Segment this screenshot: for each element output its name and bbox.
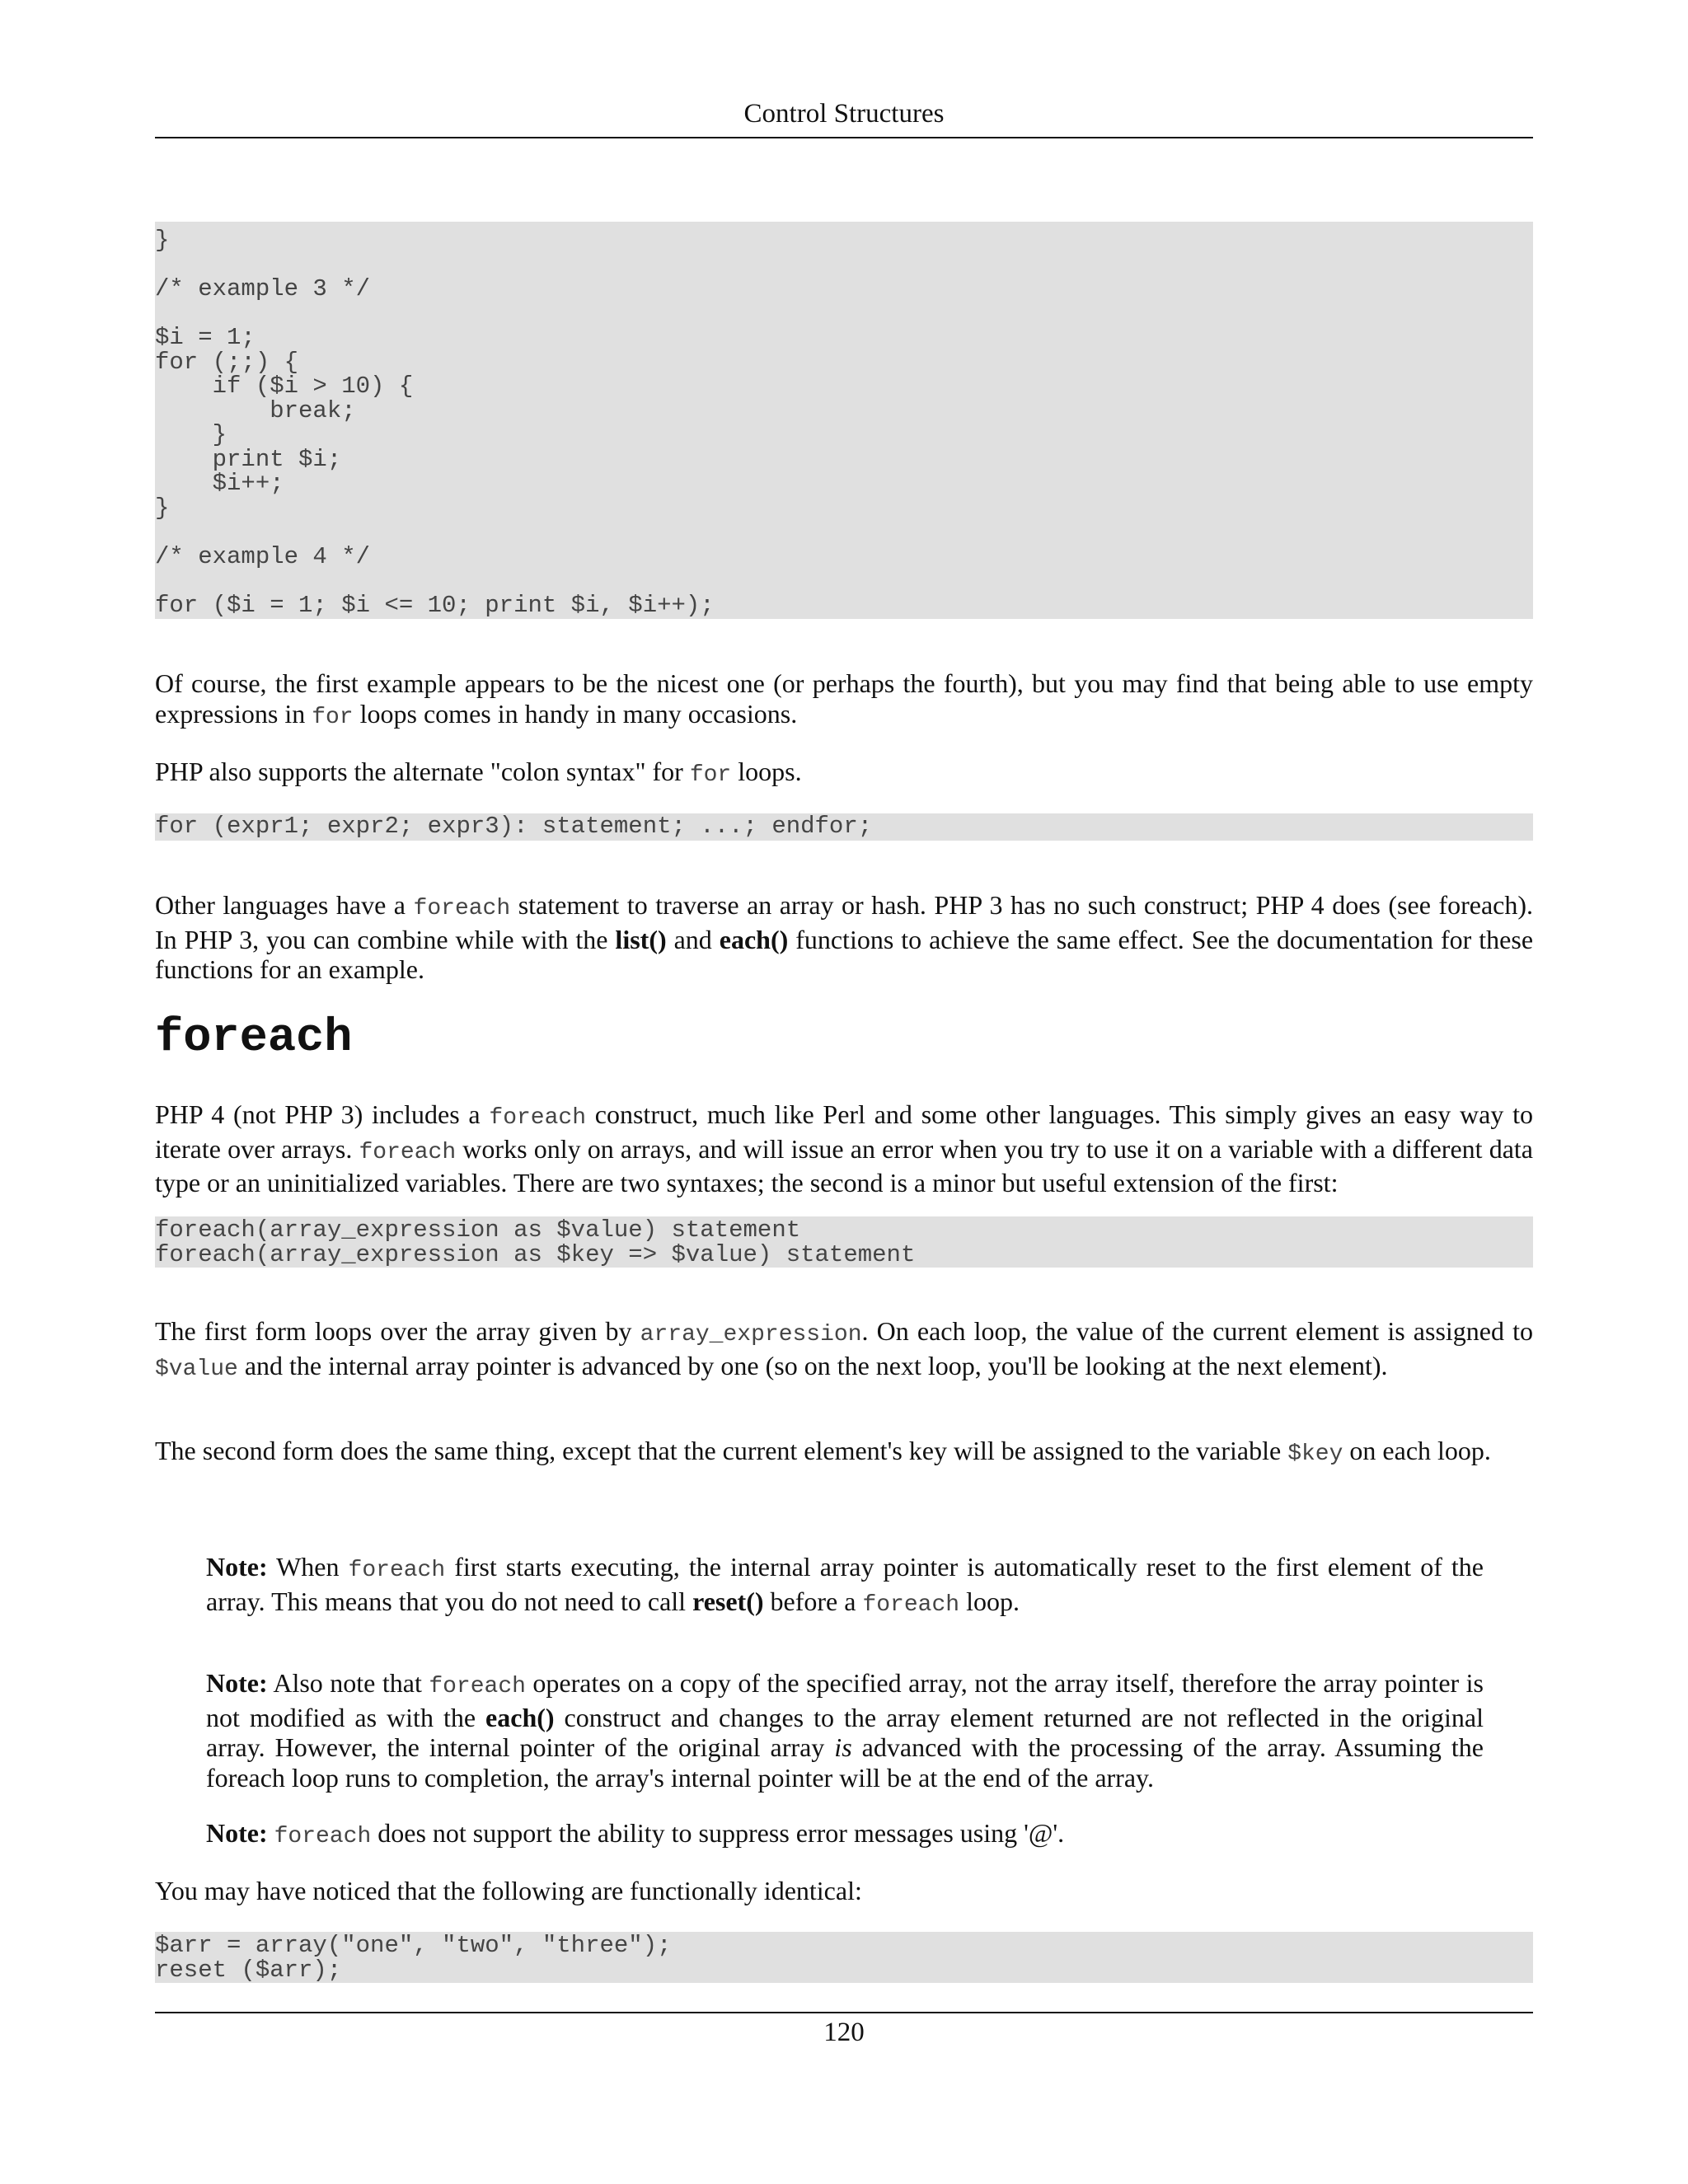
note-array-copy: Note: Also note that foreach operates on a copy of the specified array, not the array itself, therefore the array pointer is not modified as with the each() construct and changes to the array element returned are not reflected in the original array. However, the internal pointer of the original array is advanced with the processing of the array. Assuming the foreach loop runs to completion, the array's internal pointer will be at the end of the array.: [206, 1668, 1484, 1793]
inline-code: for: [312, 704, 354, 730]
inline-code: foreach: [489, 1105, 587, 1131]
emphasis: is: [834, 1732, 852, 1762]
inline-code: array_expression: [640, 1322, 862, 1347]
inline-code: foreach: [413, 896, 511, 921]
page-number: 120: [823, 2018, 865, 2047]
paragraph-first-example: Of course, the first example appears to be the nicest one (or perhaps the fourth), but you may find that being able to use empty expressions in for loops comes in handy in many occasions.: [155, 668, 1533, 730]
inline-code: $key: [1287, 1441, 1343, 1467]
note-label: Note:: [206, 1552, 268, 1582]
code-block-for-examples: } /* example 3 */ $i = 1; for (;;) { if ($i > 10) { break; } print $i; $i++; } /* example 4 */ for ($i = 1; $i <= 10; print $i, $i++);: [155, 222, 1533, 619]
paragraph-colon-syntax: PHP also supports the alternate "colon syntax" for for loops.: [155, 757, 802, 788]
footer-rule: [155, 2012, 1533, 2013]
inline-code: foreach: [274, 1824, 372, 1849]
inline-code: for: [689, 762, 732, 788]
paragraph-functionally-identical: You may have noticed that the following are functionally identical:: [155, 1876, 862, 1905]
note-label: Note:: [206, 1668, 268, 1698]
function-name: each(): [719, 924, 789, 954]
note-label: Note:: [206, 1818, 268, 1848]
inline-code: foreach: [359, 1139, 457, 1165]
note-error-suppression: Note: foreach does not support the ability to suppress error messages using '@'.: [206, 1818, 1065, 1849]
function-name: reset(): [692, 1586, 764, 1616]
code-block-colon-syntax: for (expr1; expr2; expr3): statement; ...; endfor;: [155, 813, 1533, 841]
inline-code: foreach: [348, 1558, 446, 1583]
paragraph-other-languages: Other languages have a foreach statement to traverse an array or hash. PHP 3 has no such construct; PHP 4 does (see foreach). In PHP 3, you can combine while with the list() and each() functions to achieve the same effect. See the documentation for these functions for an example.: [155, 890, 1534, 984]
function-name: list(): [615, 924, 667, 954]
inline-code: foreach: [429, 1674, 526, 1699]
code-block-array-reset: $arr = array("one", "two", "three"); reset ($arr);: [155, 1932, 1533, 1983]
section-heading-foreach: foreach: [155, 1012, 353, 1065]
inline-code: foreach: [862, 1591, 960, 1618]
running-header: Control Structures: [743, 99, 945, 129]
function-name: each(): [485, 1702, 555, 1732]
note-reset-pointer: Note: When foreach first starts executing, the internal array pointer is automatically reset to the first element of the array. This means that you do not need to call reset() before a foreach loop.: [206, 1552, 1484, 1618]
paragraph-foreach-intro: PHP 4 (not PHP 3) includes a foreach construct, much like Perl and some other languages. This simply gives an easy way to iterate over arrays. foreach works only on arrays, and will issue an error when you try to use it on a variable with a different data type or an uninitialized variables. There are two syntaxes; the second is a minor but useful extension of the first:: [155, 1099, 1534, 1197]
header-rule: [155, 137, 1533, 138]
inline-code: $value: [155, 1356, 238, 1382]
code-block-foreach-syntax: foreach(array_expression as $value) statement foreach(array_expression as $key => $value) statement: [155, 1216, 1533, 1268]
paragraph-second-form: The second form does the same thing, except that the current element's key will be assigned to the variable $key on each loop.: [155, 1436, 1491, 1467]
paragraph-first-form: The first form loops over the array given by array_expression. On each loop, the value of the current element is assigned to $value and the internal array pointer is advanced by one (so on the next loop, you'll be looking at the next element).: [155, 1316, 1534, 1382]
